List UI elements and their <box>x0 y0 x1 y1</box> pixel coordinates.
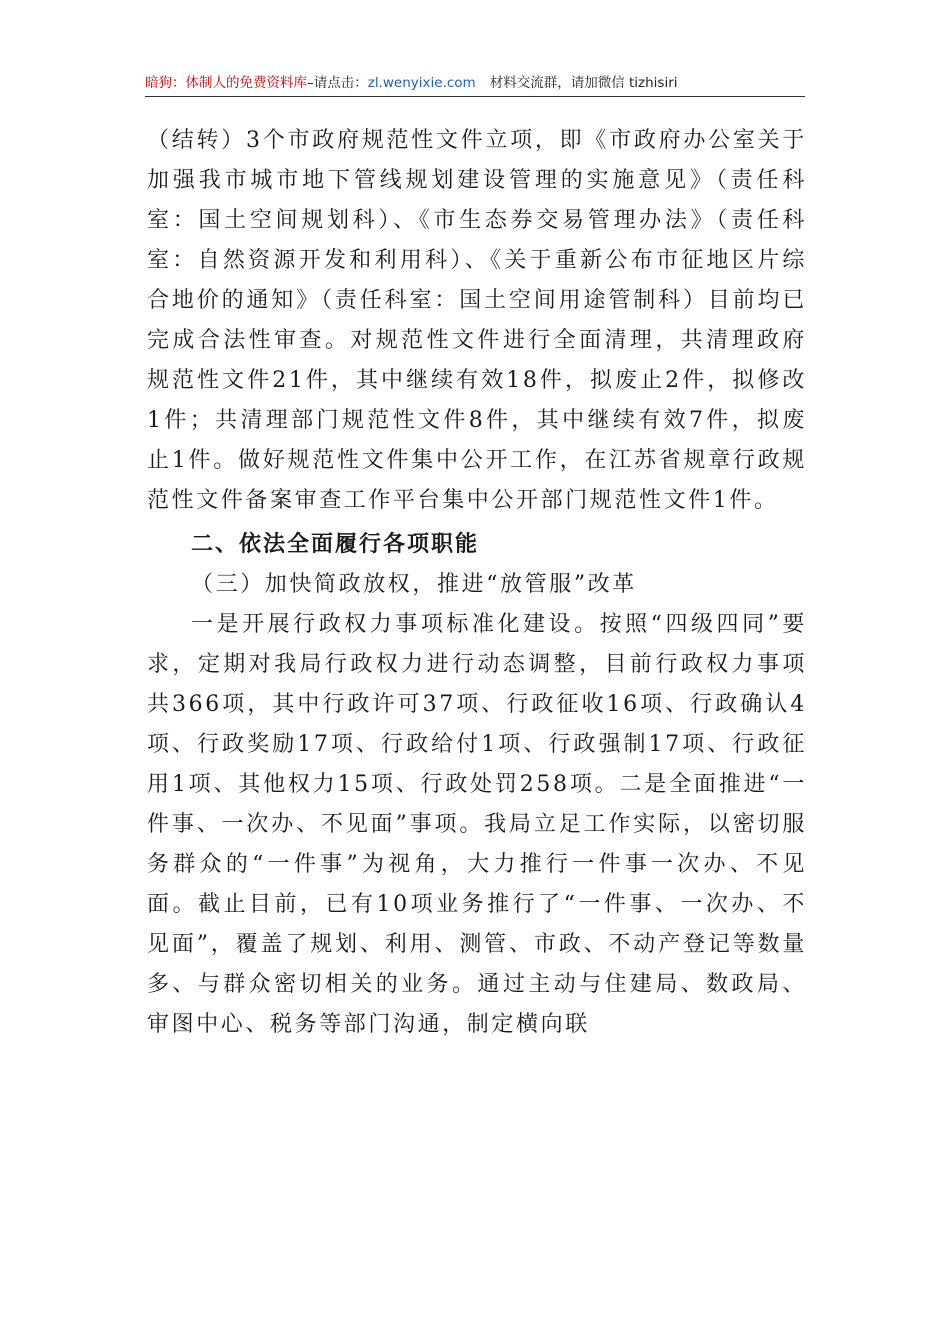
header-brand: 暗狗：体制人的免费资料库 <box>145 75 307 91</box>
header-wechat-note: 材料交流群，请加微信 tizhisiri <box>489 75 678 91</box>
subsection-heading: （三）加快简政放权，推进“放管服”改革 <box>191 572 637 597</box>
paragraph-regulatory-documents: （结转）3个市政府规范性文件立项，即《市政府办公室关于加强我市城市地下管线规划建设管理的实施意见》（责任科室：国土空间规划科）、《市生态券交易管理办法》（责任科室：自然资源开发和利用科）、《关于重新公布市征地区片综合地价的通知》（责任科室：国土空间用途管制科）目前均已完成合法性审查。对规范性文件进行全面清理，共清理政府规范性文件21件，其中继续有效18件，拟废止2件，拟修改1件；共清理部门规范性文件8件，其中继续有效7件，拟废止1件。做好规范性文件集中公开工作，在江苏省规章行政规范性文件备案审查工作平台集中公开部门规范性文件1件。 <box>147 128 807 513</box>
document-body <box>147 121 807 1045</box>
header-divider <box>145 96 805 97</box>
page-header <box>145 72 805 94</box>
header-prompt: –请点击： <box>307 75 368 91</box>
section-heading: 二、依法全面履行各项职能 <box>191 532 480 557</box>
header-link[interactable]: zl.wenyixie.com <box>367 75 476 91</box>
paragraph-administrative-power: 一是开展行政权力事项标准化建设。按照“四级四同”要求，定期对我局行政权力进行动态调整，目前行政权力事项共366项，其中行政许可37项、行政征收16项、行政确认4项、行政奖励17项、行政给付1项、行政强制17项、行政征用1项、其他权力15项、行政处罚258项。二是全面推进“一件事、一次办、不见面”事项。我局立足工作实际，以密切服务群众的“一件事”为视角，大力推行一件事一次办、不见面。截止目前，已有10项业务推行了“一件事、一次办、不见面”，覆盖了规划、利用、测管、市政、不动产登记等数量多、与群众密切相关的业务。通过主动与住建局、数政局、审图中心、税务等部门沟通，制定横向联 <box>147 612 807 1037</box>
